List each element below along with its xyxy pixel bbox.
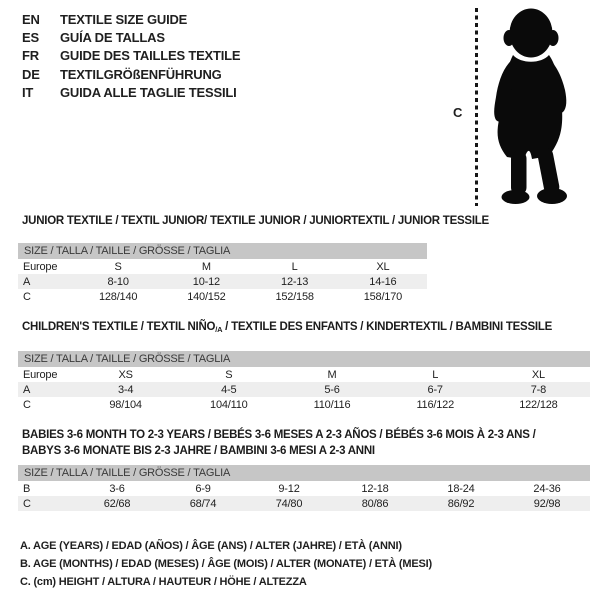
age-cell: 7-8: [530, 383, 547, 396]
measure-legend: [20, 537, 432, 591]
table-row: [18, 481, 590, 496]
lang-row-fr: [22, 47, 240, 65]
legend-line-b: B. AGE (MONTHS) / EDAD (MESES) / ÂGE (MOIS) / ALTER (MONATE) / ETÀ (MESI): [20, 558, 432, 570]
age-cell: 10-12: [192, 275, 220, 288]
children-title-sub: /A: [215, 325, 223, 334]
lang-label: GUIDE DES TAILLES TEXTILE: [60, 48, 241, 64]
height-cell: 92/98: [533, 497, 561, 510]
size-cell: XL: [531, 368, 545, 381]
months-cell: 18-24: [447, 482, 475, 495]
lang-code: DE: [22, 66, 40, 82]
size-cell: M: [327, 368, 337, 381]
babies-title-line1: BABIES 3-6 MONTH TO 2-3 YEARS / BEBÉS 3-6 MESES A 2-3 AÑOS / BÉBÉS 3-6 MOIS À 2-3 ANS /: [22, 429, 536, 441]
lang-row-it: [22, 84, 240, 102]
age-cell: 6-7: [427, 383, 443, 396]
size-cell: XL: [376, 260, 390, 273]
children-size-bar: SIZE / TALLA / TAILLE / GRÖSSE / TAGLIA: [18, 351, 590, 367]
children-title-post: / TEXTILE DES ENFANTS / KINDERTEXTIL / BAMBINI TESSILE: [222, 321, 553, 333]
size-cell: M: [201, 260, 211, 273]
babies-section-title: [22, 428, 536, 459]
babies-size-bar: SIZE / TALLA / TAILLE / GRÖSSE / TAGLIA: [18, 465, 590, 481]
row-label: C: [23, 290, 31, 303]
language-title-block: [22, 10, 240, 102]
height-cell: 128/140: [98, 290, 138, 303]
size-cell: S: [114, 260, 122, 273]
lang-code: EN: [22, 11, 40, 27]
months-cell: 9-12: [278, 482, 300, 495]
lang-code: ES: [22, 30, 39, 46]
size-cell: XS: [118, 368, 133, 381]
junior-size-table: [18, 243, 427, 304]
children-title-pre: CHILDREN'S TEXTILE / TEXTIL NIÑO: [22, 321, 216, 333]
height-cell: 74/80: [275, 497, 303, 510]
height-cell: 98/104: [109, 398, 142, 411]
months-cell: 12-18: [361, 482, 389, 495]
junior-size-bar: SIZE / TALLA / TAILLE / GRÖSSE / TAGLIA: [18, 243, 427, 259]
row-label: A: [23, 275, 31, 288]
height-cell: 86/92: [447, 497, 475, 510]
age-cell: 12-13: [281, 275, 309, 288]
height-cell: 62/68: [103, 497, 131, 510]
months-cell: 24-36: [533, 482, 561, 495]
height-cell: 122/128: [519, 398, 558, 411]
age-cell: 14-16: [369, 275, 397, 288]
row-label: Europe: [23, 260, 58, 273]
lang-row-es: [22, 28, 240, 46]
months-cell: 3-6: [109, 482, 125, 495]
height-cell: 110/116: [313, 398, 351, 411]
babies-size-table: [18, 465, 590, 511]
lang-label: GUIDA ALLE TAGLIE TESSILI: [60, 85, 237, 101]
children-section-title: [22, 321, 552, 334]
row-label: Europe: [23, 368, 58, 381]
height-figure: [450, 5, 595, 210]
height-measure-label: C: [453, 105, 463, 120]
row-label: C: [23, 398, 31, 411]
babies-title-line2: BABYS 3-6 MONATE BIS 2-3 JAHRE / BAMBINI 3-6 MESI A 2-3 ANNI: [22, 444, 375, 457]
junior-section-title: JUNIOR TEXTILE / TEXTIL JUNIOR/ TEXTILE JUNIOR / JUNIORTEXTIL / JUNIOR TESSILE: [22, 215, 489, 227]
months-cell: 6-9: [195, 482, 211, 495]
height-cell: 80/86: [361, 497, 389, 510]
table-row: [18, 382, 590, 397]
height-cell: 140/152: [187, 290, 226, 303]
table-row: [18, 289, 427, 304]
age-cell: 3-4: [117, 383, 134, 396]
lang-code: IT: [22, 85, 34, 101]
children-size-table: [18, 351, 590, 412]
height-cell: 116/122: [416, 398, 454, 411]
height-cell: 104/110: [210, 398, 248, 411]
lang-label: TEXTILGRÖßENFÜHRUNG: [60, 66, 222, 82]
row-label: A: [23, 383, 31, 396]
table-row: [18, 367, 590, 382]
size-cell: S: [225, 368, 233, 381]
row-label: C: [23, 497, 31, 510]
table-row: [18, 397, 590, 412]
age-cell: 5-6: [324, 383, 340, 396]
legend-line-c: C. (cm) HEIGHT / ALTURA / HAUTEUR / HÖHE / ALTEZZA: [20, 576, 307, 588]
height-cell: 68/74: [189, 497, 217, 510]
lang-row-de: [22, 65, 240, 83]
lang-row-en: [22, 10, 240, 28]
size-cell: L: [432, 368, 439, 381]
lang-label: TEXTILE SIZE GUIDE: [60, 11, 188, 27]
table-row: [18, 259, 427, 274]
table-row: [18, 274, 427, 289]
height-dotted-line: [475, 8, 478, 206]
age-cell: 8-10: [107, 275, 129, 288]
row-label: B: [23, 482, 31, 495]
size-cell: L: [291, 260, 298, 273]
toddler-silhouette-icon: [486, 7, 572, 205]
age-cell: 4-5: [221, 383, 237, 396]
height-cell: 152/158: [275, 290, 314, 303]
lang-label: GUÍA DE TALLAS: [60, 30, 165, 46]
table-row: [18, 496, 590, 511]
legend-line-a: A. AGE (YEARS) / EDAD (AÑOS) / ÂGE (ANS) / ALTER (JAHRE) / ETÀ (ANNI): [20, 540, 402, 552]
lang-code: FR: [22, 48, 39, 64]
height-cell: 158/170: [363, 290, 403, 303]
